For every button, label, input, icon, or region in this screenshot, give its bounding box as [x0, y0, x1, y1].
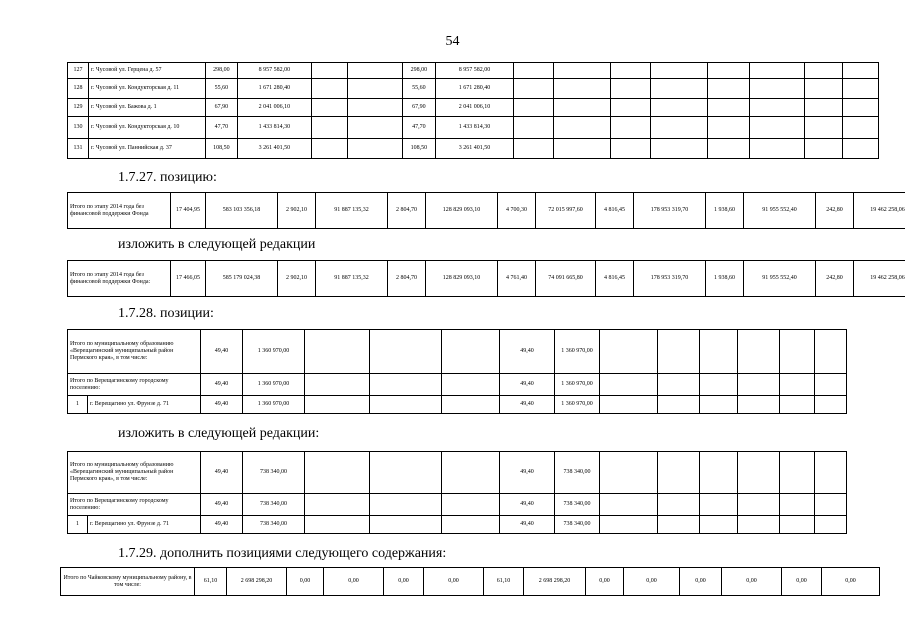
address-cell: г. Чусовой ул. Паннийская д. 37	[89, 139, 206, 159]
empty-cell	[611, 139, 651, 159]
empty-cell	[554, 79, 611, 99]
empty-cell	[650, 139, 707, 159]
section-heading-1-7-28: 1.7.28. позиции:	[118, 306, 214, 321]
area-cell: 49,40	[201, 330, 243, 374]
address-cell: г. Чусовой ул. Бажова д. 1	[89, 99, 206, 117]
cost-cell: 2 041 006,10	[238, 99, 312, 117]
empty-cell	[843, 139, 879, 159]
empty-cell	[348, 99, 403, 117]
value-cell: 1 938,60	[706, 193, 744, 229]
empty-cell	[650, 79, 707, 99]
area-cell: 49,40	[500, 330, 555, 374]
empty-cell	[707, 79, 749, 99]
value-cell: 2 804,70	[388, 261, 426, 297]
empty-cell	[658, 452, 700, 494]
empty-cell	[780, 396, 815, 414]
row-number: 129	[68, 99, 89, 117]
empty-cell	[442, 494, 500, 516]
empty-cell	[650, 63, 707, 79]
empty-cell	[305, 452, 370, 494]
area-cell: 108,50	[205, 139, 238, 159]
area-cell: 47,70	[403, 117, 436, 139]
table-row	[61, 568, 880, 596]
empty-cell	[370, 374, 442, 396]
empty-cell	[311, 117, 348, 139]
area-cell: 298,00	[205, 63, 238, 79]
empty-cell	[600, 494, 658, 516]
cost-cell: 2 041 006,10	[435, 99, 514, 117]
value-cell: 17 404,95	[171, 193, 206, 229]
cost-cell: 738 340,00	[555, 452, 600, 494]
table-row	[68, 452, 880, 494]
value-cell: 91 887 135,32	[316, 193, 388, 229]
cost-cell: 1 433 814,30	[238, 117, 312, 139]
value-cell: 0,00	[680, 568, 722, 596]
value-cell: 2 902,10	[278, 261, 316, 297]
empty-cell	[305, 374, 370, 396]
empty-cell	[370, 396, 442, 414]
empty-cell	[600, 516, 658, 534]
table-row	[68, 79, 879, 99]
empty-cell	[780, 494, 815, 516]
area-cell: 55,60	[205, 79, 238, 99]
empty-cell	[442, 330, 500, 374]
empty-cell	[700, 330, 738, 374]
area-cell: 49,40	[500, 374, 555, 396]
row-label: Итого по этапу 2014 года без финансовой поддержки Фонда:	[68, 261, 171, 297]
value-cell: 61,10	[484, 568, 524, 596]
row-number: 128	[68, 79, 89, 99]
area-cell: 47,70	[205, 117, 238, 139]
empty-cell	[442, 516, 500, 534]
empty-cell	[311, 79, 348, 99]
address-cell: г. Верещагино ул. Фрунзе д. 71	[88, 516, 201, 534]
address-cell: г. Чусовой ул. Кондукторская д. 11	[89, 79, 206, 99]
table-row	[68, 516, 880, 534]
empty-cell	[700, 396, 738, 414]
empty-cell	[780, 374, 815, 396]
value-cell: 4 816,45	[596, 193, 634, 229]
cost-cell: 1 360 970,00	[243, 396, 305, 414]
value-cell: 2 698 298,20	[524, 568, 586, 596]
cost-cell: 3 261 401,50	[435, 139, 514, 159]
value-cell: 583 103 356,18	[206, 193, 278, 229]
value-cell: 19 462 258,06	[854, 261, 905, 297]
area-cell: 49,40	[201, 374, 243, 396]
value-cell: 61,10	[195, 568, 227, 596]
empty-cell	[843, 117, 879, 139]
empty-cell	[738, 396, 780, 414]
table-row	[68, 117, 879, 139]
empty-cell	[700, 374, 738, 396]
empty-cell	[843, 63, 879, 79]
value-cell: 4 700,30	[498, 193, 536, 229]
empty-cell	[348, 117, 403, 139]
value-cell: 74 091 665,80	[536, 261, 596, 297]
table-row	[68, 374, 880, 396]
value-cell: 242,80	[816, 193, 854, 229]
cost-cell: 1 360 970,00	[555, 374, 600, 396]
empty-cell	[600, 374, 658, 396]
cost-cell: 3 261 401,50	[238, 139, 312, 159]
empty-cell	[514, 79, 554, 99]
section-heading-1-7-27-new: изложить в следующей редакции	[118, 237, 316, 252]
cost-cell: 8 957 582,00	[435, 63, 514, 79]
empty-cell	[611, 63, 651, 79]
row-label: Итого по Верещагинскому городскому поселению:	[68, 494, 201, 516]
empty-cell	[780, 452, 815, 494]
empty-cell	[650, 99, 707, 117]
area-cell: 49,40	[201, 452, 243, 494]
row-number: 130	[68, 117, 89, 139]
row-number: 1	[68, 396, 88, 414]
empty-cell	[305, 494, 370, 516]
empty-cell	[311, 63, 348, 79]
cost-cell: 738 340,00	[243, 494, 305, 516]
empty-cell	[370, 516, 442, 534]
value-cell: 2 902,10	[278, 193, 316, 229]
value-cell: 178 953 319,70	[634, 261, 706, 297]
area-cell: 49,40	[201, 396, 243, 414]
empty-cell	[805, 139, 843, 159]
empty-cell	[514, 63, 554, 79]
empty-cell	[815, 396, 847, 414]
table-row	[68, 139, 879, 159]
empty-cell	[738, 374, 780, 396]
value-cell: 0,00	[624, 568, 680, 596]
page-number: 54	[445, 34, 460, 49]
table-row	[68, 193, 905, 229]
empty-cell	[600, 330, 658, 374]
empty-cell	[348, 63, 403, 79]
empty-cell	[843, 79, 879, 99]
cost-cell: 1 360 970,00	[243, 374, 305, 396]
total-table-2014-new	[67, 260, 905, 297]
area-cell: 67,90	[403, 99, 436, 117]
empty-cell	[554, 117, 611, 139]
empty-cell	[305, 516, 370, 534]
table-row	[68, 330, 880, 374]
empty-cell	[370, 330, 442, 374]
value-cell: 128 829 093,10	[426, 193, 498, 229]
section-heading-1-7-27: 1.7.27. позицию:	[118, 170, 217, 185]
value-cell: 0,00	[722, 568, 782, 596]
empty-cell	[658, 330, 700, 374]
value-cell: 0,00	[782, 568, 822, 596]
value-cell: 4 816,45	[596, 261, 634, 297]
empty-cell	[611, 99, 651, 117]
cost-cell: 738 340,00	[243, 452, 305, 494]
value-cell: 242,80	[816, 261, 854, 297]
cost-cell: 738 340,00	[243, 516, 305, 534]
empty-cell	[514, 117, 554, 139]
empty-cell	[738, 452, 780, 494]
empty-cell	[815, 374, 847, 396]
value-cell: 19 462 258,06	[854, 193, 905, 229]
area-cell: 49,40	[500, 516, 555, 534]
empty-cell	[707, 139, 749, 159]
empty-cell	[600, 452, 658, 494]
row-label: Итого по муниципальному образованию «Верещагинский муниципальный район Пермского края», в том числе:	[68, 452, 201, 494]
row-label: Итого по Верещагинскому городскому поселению:	[68, 374, 201, 396]
empty-cell	[305, 330, 370, 374]
total-table-2014-old	[67, 192, 905, 229]
table-row	[68, 396, 880, 414]
empty-cell	[707, 117, 749, 139]
empty-cell	[658, 374, 700, 396]
value-cell: 72 015 997,60	[536, 193, 596, 229]
empty-cell	[805, 99, 843, 117]
area-cell: 108,50	[403, 139, 436, 159]
empty-cell	[700, 516, 738, 534]
empty-cell	[805, 63, 843, 79]
value-cell: 2 804,70	[388, 193, 426, 229]
empty-cell	[815, 494, 847, 516]
cost-cell: 1 433 814,30	[435, 117, 514, 139]
address-cell: г. Верещагино ул. Фрунзе д. 71	[88, 396, 201, 414]
table-row	[68, 261, 905, 297]
value-cell: 4 761,40	[498, 261, 536, 297]
value-cell: 17 466,05	[171, 261, 206, 297]
empty-cell	[348, 139, 403, 159]
area-cell: 67,90	[205, 99, 238, 117]
row-number: 131	[68, 139, 89, 159]
cost-cell: 738 340,00	[555, 516, 600, 534]
empty-cell	[843, 99, 879, 117]
empty-cell	[600, 396, 658, 414]
cost-cell: 1 360 970,00	[243, 330, 305, 374]
empty-cell	[780, 516, 815, 534]
vereshchagino-table-new	[67, 451, 880, 534]
empty-cell	[749, 79, 805, 99]
empty-cell	[700, 452, 738, 494]
area-cell: 49,40	[500, 494, 555, 516]
table-row	[68, 494, 880, 516]
value-cell: 1 938,60	[706, 261, 744, 297]
value-cell: 2 698 298,20	[227, 568, 287, 596]
empty-cell	[805, 79, 843, 99]
address-cell: г. Чусовой ул. Кондукторская д. 10	[89, 117, 206, 139]
empty-cell	[707, 63, 749, 79]
area-cell: 298,00	[403, 63, 436, 79]
table-row	[68, 63, 879, 79]
empty-cell	[658, 396, 700, 414]
cost-cell: 1 671 280,40	[435, 79, 514, 99]
value-cell: 91 887 135,32	[316, 261, 388, 297]
empty-cell	[700, 494, 738, 516]
empty-cell	[749, 99, 805, 117]
area-cell: 49,40	[500, 452, 555, 494]
empty-cell	[311, 99, 348, 117]
empty-cell	[554, 139, 611, 159]
value-cell: 0,00	[822, 568, 880, 596]
empty-cell	[514, 139, 554, 159]
empty-cell	[611, 117, 651, 139]
empty-cell	[738, 330, 780, 374]
empty-cell	[749, 139, 805, 159]
empty-cell	[442, 396, 500, 414]
empty-cell	[815, 516, 847, 534]
empty-cell	[815, 452, 847, 494]
value-cell: 0,00	[287, 568, 324, 596]
cost-cell: 738 340,00	[555, 494, 600, 516]
value-cell: 178 953 319,70	[634, 193, 706, 229]
value-cell: 91 955 552,40	[744, 193, 816, 229]
row-label: Итого по Чайковскому муниципальному району, в том числе:	[61, 568, 195, 596]
area-cell: 49,40	[201, 516, 243, 534]
value-cell: 0,00	[384, 568, 424, 596]
value-cell: 0,00	[324, 568, 384, 596]
empty-cell	[442, 452, 500, 494]
empty-cell	[749, 117, 805, 139]
empty-cell	[658, 494, 700, 516]
vereshchagino-table-old	[67, 329, 880, 414]
section-heading-1-7-28-new: изложить в следующей редакции:	[118, 426, 320, 441]
empty-cell	[815, 330, 847, 374]
chaikovsky-table	[60, 567, 880, 596]
row-number: 127	[68, 63, 89, 79]
empty-cell	[749, 63, 805, 79]
top-table	[67, 62, 879, 159]
empty-cell	[442, 374, 500, 396]
value-cell: 128 829 093,10	[426, 261, 498, 297]
row-label: Итого по этапу 2014 года без финансовой поддержки Фонда	[68, 193, 171, 229]
empty-cell	[707, 99, 749, 117]
empty-cell	[650, 117, 707, 139]
cost-cell: 1 671 280,40	[238, 79, 312, 99]
empty-cell	[554, 99, 611, 117]
table-row	[68, 99, 879, 117]
cost-cell: 8 957 582,00	[238, 63, 312, 79]
empty-cell	[611, 79, 651, 99]
empty-cell	[348, 79, 403, 99]
empty-cell	[554, 63, 611, 79]
area-cell: 49,40	[201, 494, 243, 516]
section-heading-1-7-29: 1.7.29. дополнить позициями следующего содержания:	[118, 546, 447, 561]
empty-cell	[370, 452, 442, 494]
row-number: 1	[68, 516, 88, 534]
empty-cell	[738, 516, 780, 534]
empty-cell	[514, 99, 554, 117]
value-cell: 585 179 024,38	[206, 261, 278, 297]
empty-cell	[805, 117, 843, 139]
area-cell: 55,60	[403, 79, 436, 99]
value-cell: 0,00	[424, 568, 484, 596]
value-cell: 91 955 552,40	[744, 261, 816, 297]
empty-cell	[738, 494, 780, 516]
empty-cell	[780, 330, 815, 374]
empty-cell	[305, 396, 370, 414]
empty-cell	[658, 516, 700, 534]
empty-cell	[370, 494, 442, 516]
empty-cell	[311, 139, 348, 159]
cost-cell: 1 360 970,00	[555, 396, 600, 414]
address-cell: г. Чусовой ул. Герцена д. 57	[89, 63, 206, 79]
area-cell: 49,40	[500, 396, 555, 414]
value-cell: 0,00	[586, 568, 624, 596]
cost-cell: 1 360 970,00	[555, 330, 600, 374]
row-label: Итого по муниципальному образованию «Верещагинский муниципальный район Пермского края», в том числе:	[68, 330, 201, 374]
